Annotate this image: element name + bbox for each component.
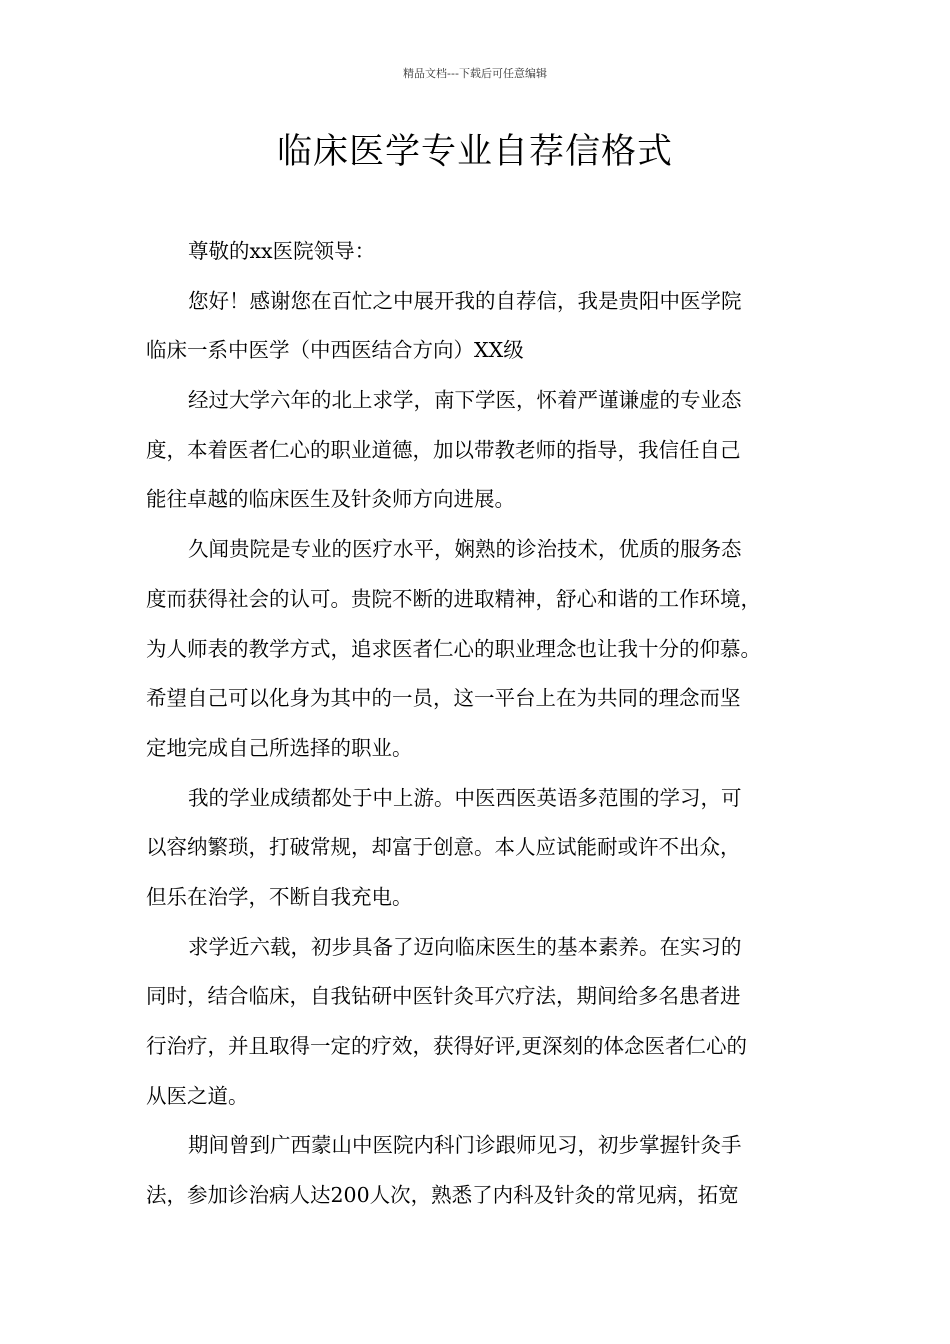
text-line: 期间曾到广西蒙山中医院内科门诊跟师见习，初步掌握针灸手 — [188, 1133, 742, 1158]
text-line: 度而获得社会的认可。贵院不断的进取精神，舒心和谐的工作环境， — [146, 586, 761, 611]
text-line: 我的学业成绩都处于中上游。中医西医英语多范围的学习，可 — [188, 785, 742, 810]
text-line: 您好！感谢您在百忙之中展开我的自荐信，我是贵阳中医学院 — [188, 288, 742, 313]
text-line: 法，参加诊治病人达200人次，熟悉了内科及针灸的常见病，拓宽 — [146, 1183, 739, 1208]
text-line: 久闻贵院是专业的医疗水平，娴熟的诊治技术，优质的服务态 — [188, 537, 742, 562]
document-title: 临床医学专业自荐信格式 — [276, 132, 673, 172]
text-line: 以容纳繁琐，打破常规，却富于创意。本人应试能耐或许不出众， — [146, 835, 741, 860]
text-line: 为人师表的教学方式，追求医者仁心的职业理念也让我十分的仰慕。 — [146, 636, 761, 661]
text-line: 求学近六载，初步具备了迈向临床医生的基本素养。在实习的 — [188, 934, 742, 959]
document-body — [146, 227, 836, 1221]
text-line: 临床一系中医学（中西医结合方向）XX级 — [146, 338, 524, 363]
text-line: 定地完成自己所选择的职业。 — [146, 735, 413, 760]
text-line: 度，本着医者仁心的职业道德，加以带教老师的指导，我信任自己 — [146, 437, 741, 462]
text-line: 从医之道。 — [146, 1083, 249, 1108]
text-line: 但乐在治学，不断自我充电。 — [146, 884, 413, 909]
text-line: 尊敬的xx医院领导： — [188, 239, 376, 263]
text-line: 行治疗，并且取得一定的疗效，获得好评,更深刻的体念医者仁心的 — [146, 1034, 748, 1058]
text-line: 希望自己可以化身为其中的一员，这一平台上在为共同的理念而坚 — [146, 686, 741, 711]
text-line: 经过大学六年的北上求学，南下学医，怀着严谨谦虚的专业态 — [188, 388, 742, 413]
text-line: 能往卓越的临床医生及针灸师方向进展。 — [146, 487, 515, 512]
text-line: 同时，结合临床，自我钻研中医针灸耳穴疗法，期间给多名患者进 — [146, 984, 741, 1009]
header-watermark: 精品文档---下载后可任意编辑 — [403, 67, 547, 80]
